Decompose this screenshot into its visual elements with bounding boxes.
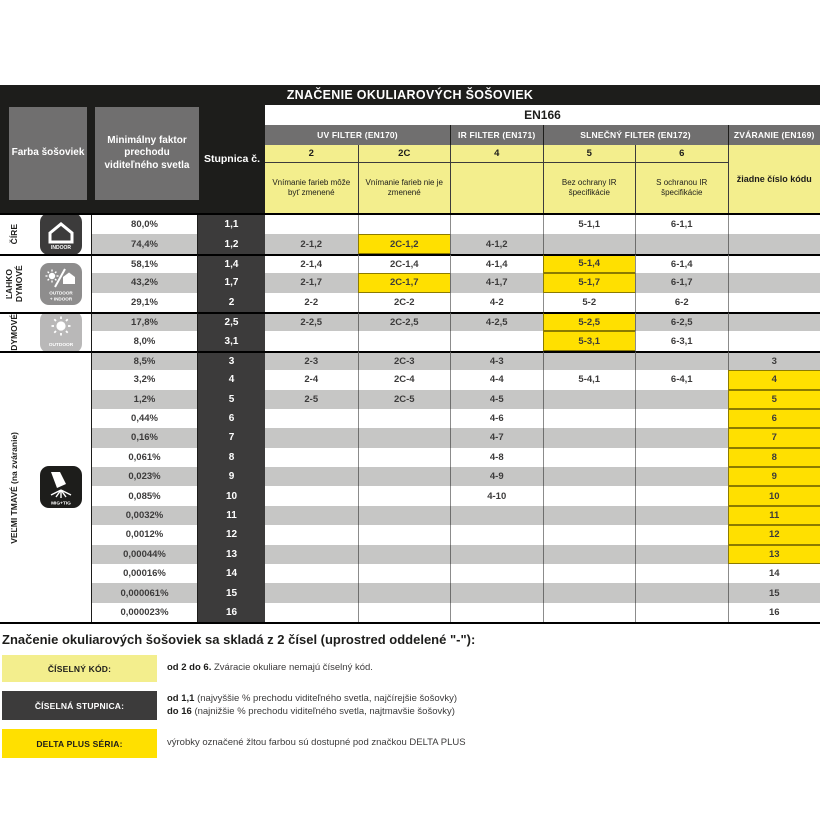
lens-group-icon-cell: [30, 215, 92, 254]
table-header: [0, 105, 820, 213]
scale-number-header: Stupnica č.: [203, 153, 260, 165]
marking-cell: [265, 583, 358, 602]
scale-number-cell: 1,2: [198, 234, 265, 253]
marking-cell: [358, 409, 451, 428]
marking-cell: [543, 409, 636, 428]
marking-cell: 6-2: [635, 293, 728, 312]
marking-cell: 4-7: [450, 428, 543, 447]
marking-cell: [265, 525, 358, 544]
legend-description-text: výrobky označené žltou farbou sú dostupné pod značkou DELTA PLUS: [167, 737, 466, 749]
marking-cell: [635, 583, 728, 602]
svg-text:INDOOR: INDOOR: [50, 245, 71, 252]
marking-cell: [450, 545, 543, 564]
lens-group-icon-cell: [30, 351, 92, 622]
marking-cell: [728, 273, 820, 292]
marking-cell: [265, 467, 358, 486]
marking-cell: [450, 506, 543, 525]
marking-cell: 2-5: [265, 390, 358, 409]
marking-cell: 5-1,7: [543, 273, 636, 292]
scale-number-cell: 14: [198, 564, 265, 583]
marking-cell: [358, 215, 451, 234]
marking-cell: [265, 506, 358, 525]
transmission-pct-cell: 0,000023%: [92, 603, 198, 622]
code-description: S ochranou IR špecifikácie: [635, 163, 728, 213]
marking-cell: 4-6: [450, 409, 543, 428]
table-title: ZNAČENIE OKULIAROVÝCH ŠOŠOVIEK: [0, 85, 820, 105]
legend-description-bold: od 2 do 6.: [167, 662, 212, 674]
marking-cell: 15: [728, 583, 820, 602]
transmission-pct-cell: 1,2%: [92, 390, 198, 409]
transmission-pct-cell: 0,023%: [92, 467, 198, 486]
legend-description: [167, 662, 373, 675]
filter-group-header: UV FILTER (EN170): [265, 125, 450, 145]
marking-cell: 8: [728, 448, 820, 467]
code-description: [450, 163, 543, 213]
marking-cell: 4-2,5: [450, 312, 543, 331]
marking-cell: [450, 583, 543, 602]
scale-number-cell: 1,7: [198, 273, 265, 292]
marking-cell: 2-1,7: [265, 273, 358, 292]
filter-group-header: IR FILTER (EN171): [450, 125, 543, 145]
scale-number-cell: 6: [198, 409, 265, 428]
marking-cell: [450, 525, 543, 544]
marking-cell: [358, 506, 451, 525]
outdoor-icon: [39, 312, 83, 351]
marking-cell: [358, 428, 451, 447]
marking-cell: 4-5: [450, 390, 543, 409]
marking-cell: [265, 448, 358, 467]
outdoor-indoor-icon: [39, 262, 83, 306]
scale-number-cell: 13: [198, 545, 265, 564]
marking-cell: [635, 525, 728, 544]
marking-cell: 2-2,5: [265, 312, 358, 331]
marking-cell: [728, 234, 820, 253]
legend-description-text: (najnižšie % prechodu viditeľného svetla, najtmavšie šošovky): [191, 705, 455, 717]
legend-label: DELTA PLUS SÉRIA:: [2, 729, 157, 758]
marking-cell: [635, 564, 728, 583]
lens-group-label: [0, 254, 30, 312]
lens-group-label: [0, 215, 30, 254]
marking-cell: [728, 312, 820, 331]
marking-cell: 5-1,1: [543, 215, 636, 234]
marking-cell: 2-1,2: [265, 234, 358, 253]
marking-cell: 4-8: [450, 448, 543, 467]
transmission-pct-cell: 58,1%: [92, 254, 198, 273]
transmission-pct-cell: 0,085%: [92, 486, 198, 505]
lens-group-label: [0, 312, 30, 351]
scale-number-cell: 16: [198, 603, 265, 622]
marking-cell: [728, 215, 820, 234]
scale-number-cell: 4: [198, 370, 265, 389]
marking-cell: 5-4,1: [543, 370, 636, 389]
legend-label: ČÍSELNÝ KÓD:: [2, 655, 157, 682]
marking-cell: [450, 331, 543, 350]
svg-text:MIG+TIG: MIG+TIG: [50, 501, 71, 507]
marking-cell: 5-1,4: [543, 254, 636, 273]
marking-cell: 10: [728, 486, 820, 505]
transmission-factor-header: Minimálny faktor prechodu viditeľného svetla: [95, 107, 199, 200]
marking-table: [0, 213, 820, 624]
marking-cell: [728, 254, 820, 273]
marking-cell: 4-4: [450, 370, 543, 389]
transmission-pct-cell: 0,00016%: [92, 564, 198, 583]
marking-cell: [543, 564, 636, 583]
marking-cell: 11: [728, 506, 820, 525]
marking-cell: 13: [728, 545, 820, 564]
marking-cell: [635, 428, 728, 447]
lens-group-label: [0, 351, 30, 622]
marking-cell: 6: [728, 409, 820, 428]
marking-cell: [728, 293, 820, 312]
scale-number-cell: 8: [198, 448, 265, 467]
transmission-pct-cell: 0,00044%: [92, 545, 198, 564]
marking-cell: 2C-1,4: [358, 254, 451, 273]
marking-cell: 2-1,4: [265, 254, 358, 273]
transmission-pct-cell: 17,8%: [92, 312, 198, 331]
en166-header: EN166: [265, 105, 820, 125]
scale-number-cell: 3,1: [198, 331, 265, 350]
marking-cell: 12: [728, 525, 820, 544]
legend-description-bold: od 1,1: [167, 692, 195, 704]
marking-cell: 5-3,1: [543, 331, 636, 350]
marking-cell: [635, 486, 728, 505]
marking-cell: [265, 428, 358, 447]
marking-cell: [358, 467, 451, 486]
marking-cell: 6-1,4: [635, 254, 728, 273]
lens-color-header: Farba šošoviek: [9, 107, 87, 200]
marking-cell: [265, 331, 358, 350]
marking-cell: [635, 603, 728, 622]
marking-cell: 5: [728, 390, 820, 409]
marking-cell: [358, 448, 451, 467]
marking-cell: 4-2: [450, 293, 543, 312]
legend: [0, 624, 820, 758]
marking-cell: [543, 603, 636, 622]
filter-group-header: ZVÁRANIE (EN169): [728, 125, 820, 145]
marking-cell: 6-2,5: [635, 312, 728, 331]
marking-cell: 2C-1,7: [358, 273, 451, 292]
marking-cell: 6-3,1: [635, 331, 728, 350]
scale-number-cell: 7: [198, 428, 265, 447]
code-header: 5: [543, 145, 636, 163]
legend-heading: Značenie okuliarových šošoviek sa skladá z 2 čísel (uprostred oddelené "-"):: [2, 632, 476, 648]
marking-cell: [635, 467, 728, 486]
lens-group-label-text: ČÍRE: [9, 224, 20, 245]
legend-description-bold: do 16: [167, 705, 192, 717]
legend-row: [2, 691, 818, 720]
marking-cell: [265, 215, 358, 234]
marking-cell: 16: [728, 603, 820, 622]
lens-group-label-text: ĽAHKO DYMOVÉ: [4, 265, 24, 303]
transmission-pct-cell: 0,061%: [92, 448, 198, 467]
marking-cell: 4-10: [450, 486, 543, 505]
legend-row: [2, 729, 818, 758]
marking-cell: [543, 545, 636, 564]
marking-cell: 2-3: [265, 351, 358, 370]
legend-row: [2, 655, 818, 682]
scale-number-cell: 1,4: [198, 254, 265, 273]
marking-cell: 4-1,4: [450, 254, 543, 273]
transmission-pct-cell: 3,2%: [92, 370, 198, 389]
marking-cell: [543, 351, 636, 370]
marking-cell: 2-2: [265, 293, 358, 312]
marking-cell: [543, 525, 636, 544]
transmission-pct-cell: 80,0%: [92, 215, 198, 234]
marking-cell: [358, 603, 451, 622]
marking-cell: [265, 486, 358, 505]
legend-description-text: Zváracie okuliare nemajú číselný kód.: [211, 662, 373, 674]
marking-cell: [635, 545, 728, 564]
marking-cell: [358, 331, 451, 350]
marking-cell: [543, 448, 636, 467]
marking-cell: 2C-5: [358, 390, 451, 409]
lens-group-icon-cell: [30, 312, 92, 351]
transmission-pct-cell: 0,000061%: [92, 583, 198, 602]
svg-text:+ INDOOR: + INDOOR: [49, 296, 72, 302]
marking-cell: [265, 564, 358, 583]
svg-text:OUTDOOR: OUTDOOR: [48, 343, 73, 349]
marking-cell: [543, 467, 636, 486]
marking-cell: 6-1,1: [635, 215, 728, 234]
scale-number-cell: 2,5: [198, 312, 265, 331]
marking-cell: [450, 603, 543, 622]
marking-cell: [450, 564, 543, 583]
marking-cell: [358, 525, 451, 544]
transmission-pct-cell: 29,1%: [92, 293, 198, 312]
code-header: 4: [450, 145, 543, 163]
header-left-panel: [0, 105, 265, 213]
marking-cell: [358, 583, 451, 602]
marking-cell: 2C-1,2: [358, 234, 451, 253]
scale-number-cell: 5: [198, 390, 265, 409]
marking-cell: 2C-3: [358, 351, 451, 370]
marking-cell: [728, 331, 820, 350]
marking-cell: 4-3: [450, 351, 543, 370]
marking-cell: 14: [728, 564, 820, 583]
marking-cell: [543, 583, 636, 602]
marking-cell: [358, 486, 451, 505]
marking-cell: 6-1,7: [635, 273, 728, 292]
lens-group-label-text: VEĽMI TMAVÉ (na zváranie): [9, 431, 20, 544]
scale-number-cell: 11: [198, 506, 265, 525]
marking-cell: 4-1,7: [450, 273, 543, 292]
scale-number-cell: 15: [198, 583, 265, 602]
code-description: Bez ochrany IR špecifikácie: [543, 163, 636, 213]
marking-cell: [265, 409, 358, 428]
marking-cell: 4-1,2: [450, 234, 543, 253]
lens-group-label-text: DYMOVÉ: [9, 313, 20, 351]
marking-cell: 2C-2: [358, 293, 451, 312]
legend-description: [167, 693, 457, 719]
marking-cell: 2C-2,5: [358, 312, 451, 331]
scale-number-cell: 3: [198, 351, 265, 370]
marking-cell: [635, 409, 728, 428]
scale-number-cell: 2: [198, 293, 265, 312]
marking-cell: [450, 215, 543, 234]
marking-cell: [635, 390, 728, 409]
marking-cell: 2C-4: [358, 370, 451, 389]
code-description: Vnímanie farieb môže byť zmenené: [265, 163, 358, 213]
lens-group-icon-cell: [30, 254, 92, 312]
transmission-pct-cell: 43,2%: [92, 273, 198, 292]
marking-cell: [635, 234, 728, 253]
code-description: Vnímanie farieb nie je zmenené: [358, 163, 451, 213]
scale-number-cell: 1,1: [198, 215, 265, 234]
marking-cell: [543, 428, 636, 447]
transmission-pct-cell: 74,4%: [92, 234, 198, 253]
marking-cell: 2-4: [265, 370, 358, 389]
code-header: 6: [635, 145, 728, 163]
marking-cell: [635, 351, 728, 370]
marking-cell: 4-9: [450, 467, 543, 486]
marking-cell: [265, 603, 358, 622]
scale-number-cell: 12: [198, 525, 265, 544]
marking-cell: 3: [728, 351, 820, 370]
filter-group-header: SLNEČNÝ FILTER (EN172): [543, 125, 728, 145]
code-header: 2: [265, 145, 358, 163]
legend-description: [167, 737, 466, 750]
code-header: 2C: [358, 145, 451, 163]
scale-number-cell: 10: [198, 486, 265, 505]
marking-cell: [358, 564, 451, 583]
mig-tig-icon: [39, 465, 83, 509]
marking-cell: [543, 390, 636, 409]
header-right-panel: [265, 105, 820, 213]
marking-cell: 6-4,1: [635, 370, 728, 389]
marking-cell: [635, 448, 728, 467]
marking-cell: 5-2: [543, 293, 636, 312]
marking-cell: [543, 234, 636, 253]
marking-cell: [635, 506, 728, 525]
svg-text:OUTDOOR: OUTDOOR: [48, 290, 73, 296]
marking-cell: 5-2,5: [543, 312, 636, 331]
marking-cell: [543, 486, 636, 505]
transmission-pct-cell: 0,44%: [92, 409, 198, 428]
transmission-pct-cell: 0,0012%: [92, 525, 198, 544]
marking-cell: 4: [728, 370, 820, 389]
transmission-pct-cell: 8,5%: [92, 351, 198, 370]
scale-number-cell: 9: [198, 467, 265, 486]
transmission-pct-cell: 0,16%: [92, 428, 198, 447]
welding-no-code-note: žiadne číslo kódu: [728, 145, 820, 213]
marking-cell: [543, 506, 636, 525]
legend-label: ČÍSELNÁ STUPNICA:: [2, 691, 157, 720]
marking-cell: [358, 545, 451, 564]
marking-cell: 9: [728, 467, 820, 486]
marking-cell: [265, 545, 358, 564]
transmission-pct-cell: 8,0%: [92, 331, 198, 350]
indoor-icon: [39, 215, 83, 254]
legend-description-text: (najvyššie % prechodu viditeľného svetla, najčírejšie šošovky): [194, 692, 458, 704]
marking-cell: 7: [728, 428, 820, 447]
transmission-pct-cell: 0,0032%: [92, 506, 198, 525]
